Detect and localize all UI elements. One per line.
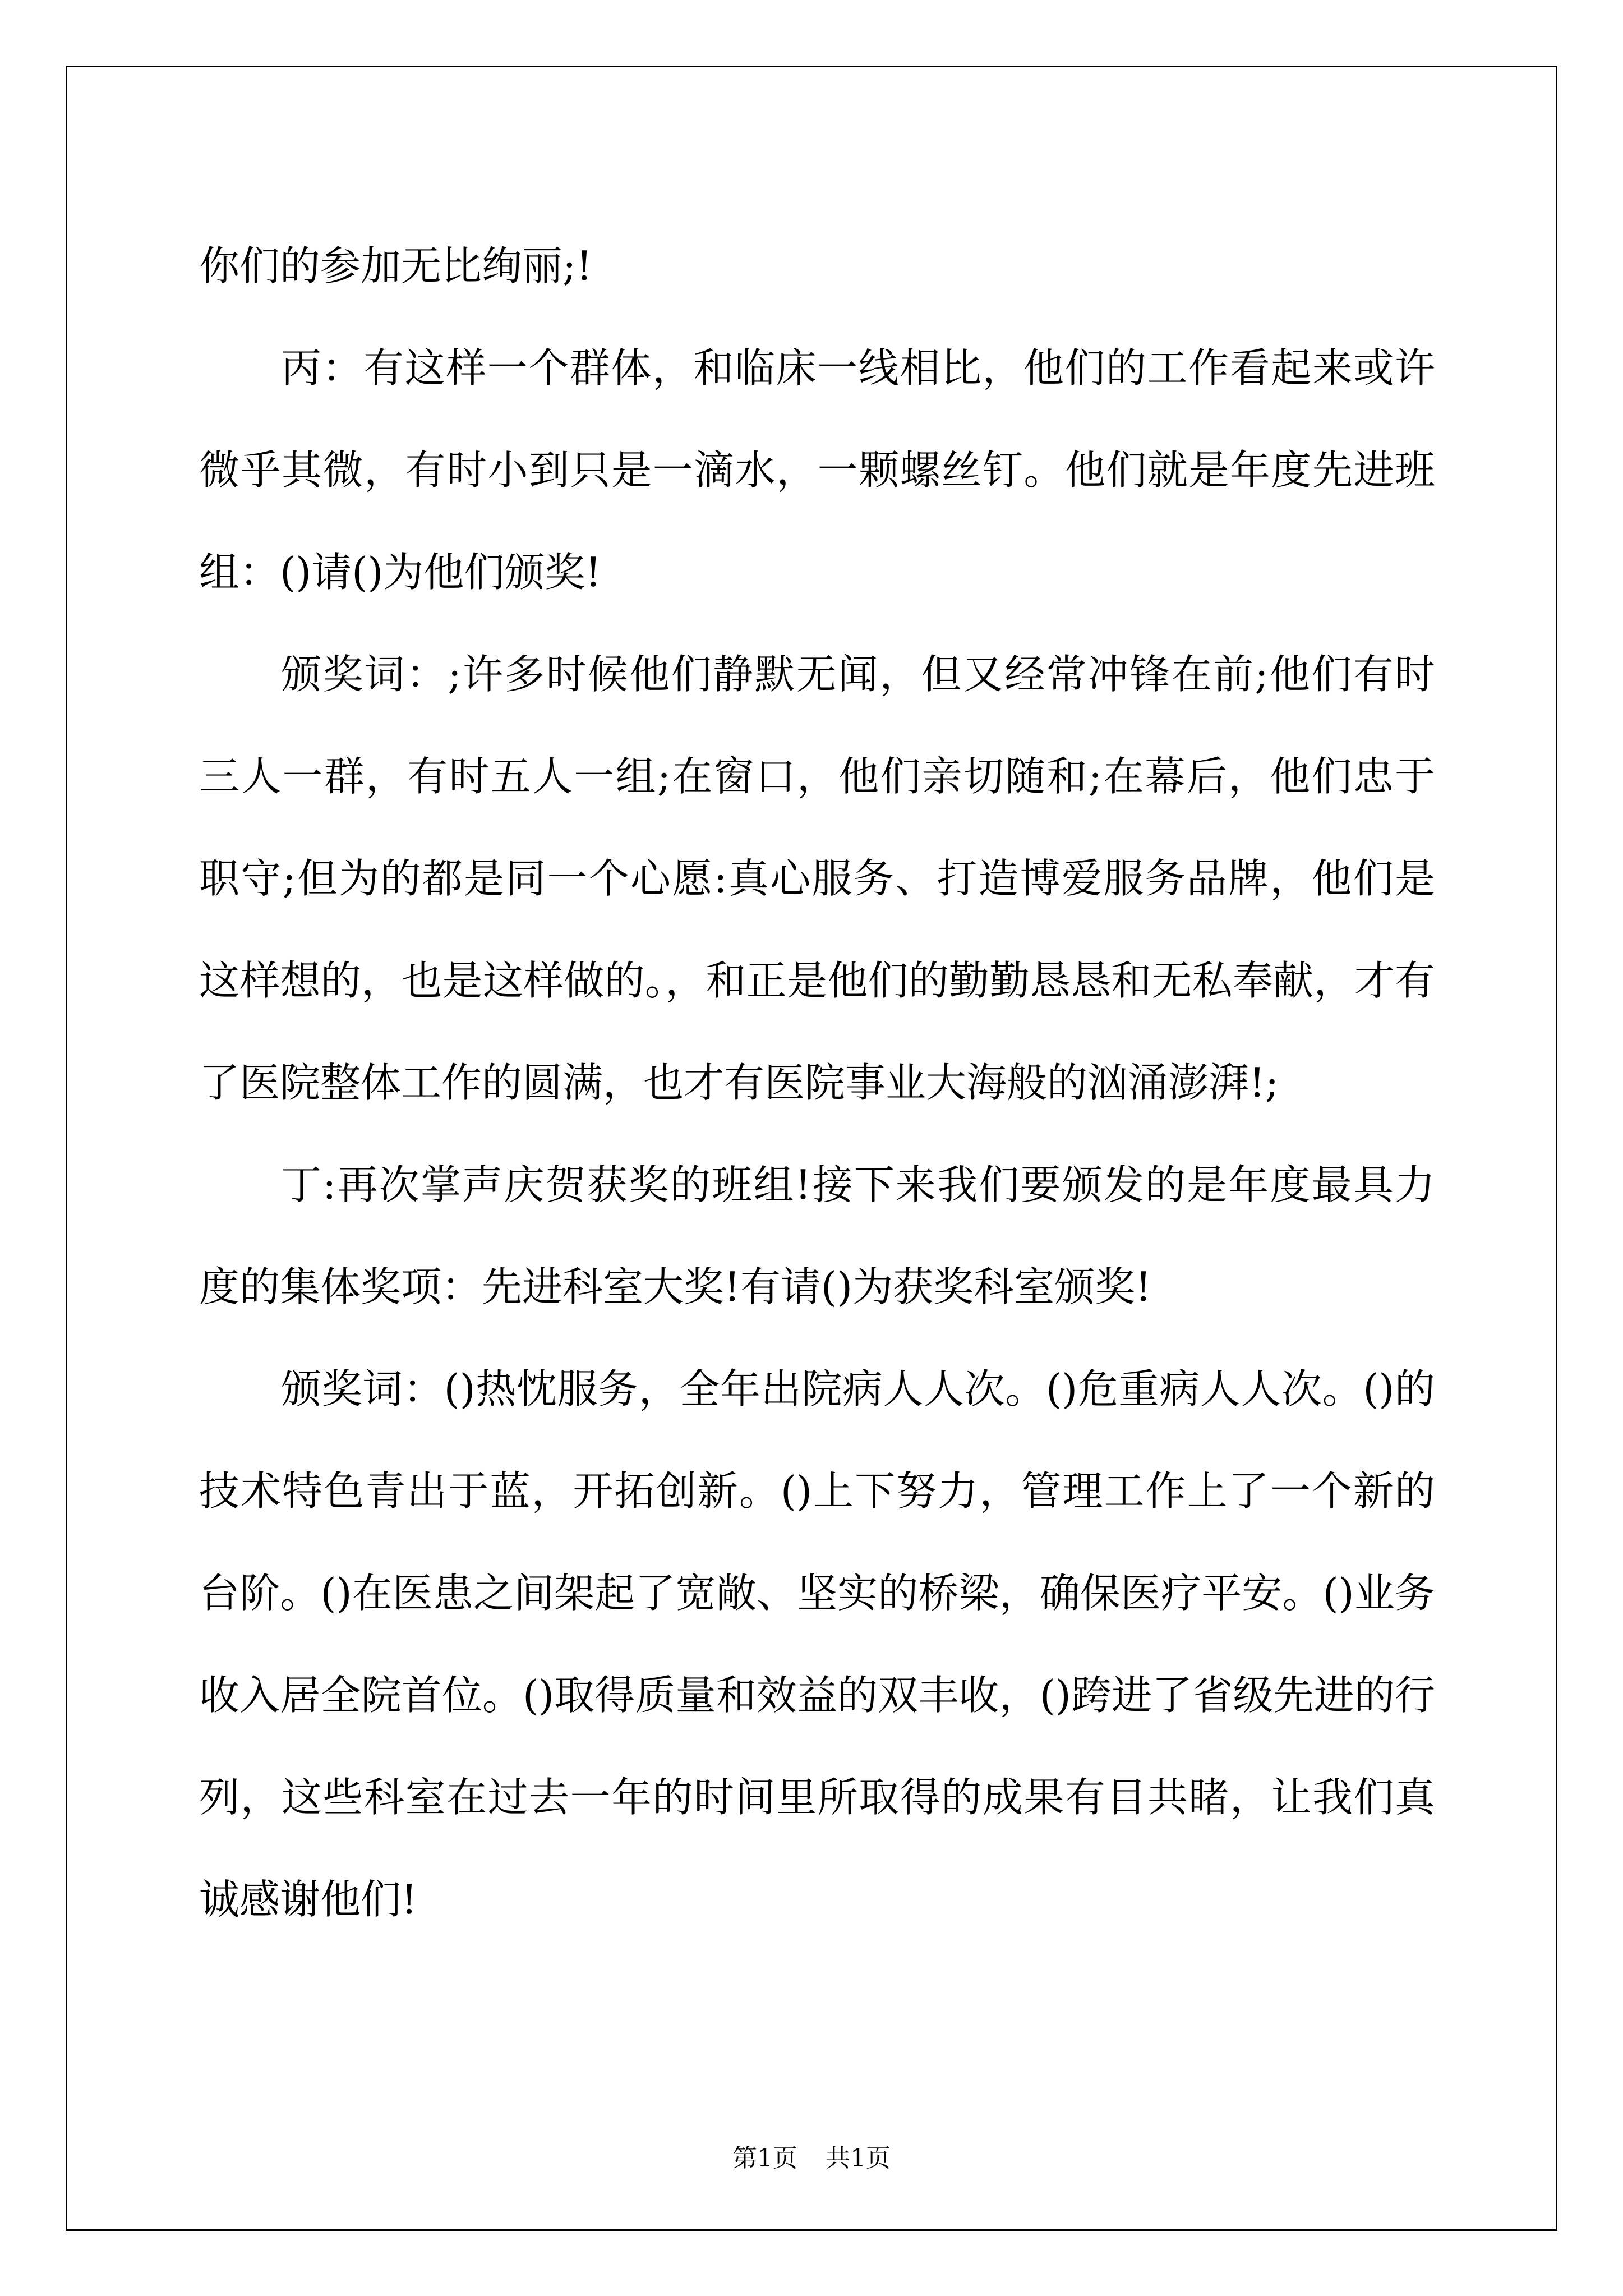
paragraph-ding: 丁:再次掌声庆贺获奖的班组!接下来我们要颁发的是年度最具力度的集体奖项：先进科室大奖!有请()为获奖科室颁奖!	[199, 1161, 1435, 1310]
document-body	[199, 215, 1435, 1950]
paragraph-continuation: 你们的参加无比绚丽;!	[199, 242, 593, 289]
page-footer	[0, 2142, 1623, 2175]
paragraph-bing: 丙：有这样一个群体，和临床一线相比，他们的工作看起来或许微乎其微，有时小到只是一滴水，一颗螺丝钉。他们就是年度先进班组：()请()为他们颁奖!	[199, 344, 1435, 596]
page-number: 第1页	[732, 2144, 797, 2173]
paragraph-award-speech-department: 颁奖词：()热忱服务，全年出院病人人次。()危重病人人次。()的技术特色青出于蓝，开拓创新。()上下努力，管理工作上了一个新的台阶。()在医患之间架起了宽敞、坚实的桥梁，确保医疗平安。()业务收入居全院首位。()取得质量和效益的双丰收，()跨进了省级先进的行列，这些科室在过去一年的时间里所取得的成果有目共睹，让我们真诚感谢他们!	[199, 1365, 1435, 1923]
page-total: 共1页	[826, 2144, 891, 2173]
paragraph-award-speech-team: 颁奖词：;许多时候他们静默无闻，但又经常冲锋在前;他们有时三人一群，有时五人一组;在窗口，他们亲切随和;在幕后，他们忠于职守;但为的都是同一个心愿:真心服务、打造博爱服务品牌，他们是这样想的，也是这样做的。，和正是他们的勤勤恳恳和无私奉献，才有了医院整体工作的圆满，也才有医院事业大海般的汹涌澎湃!;	[199, 651, 1435, 1106]
